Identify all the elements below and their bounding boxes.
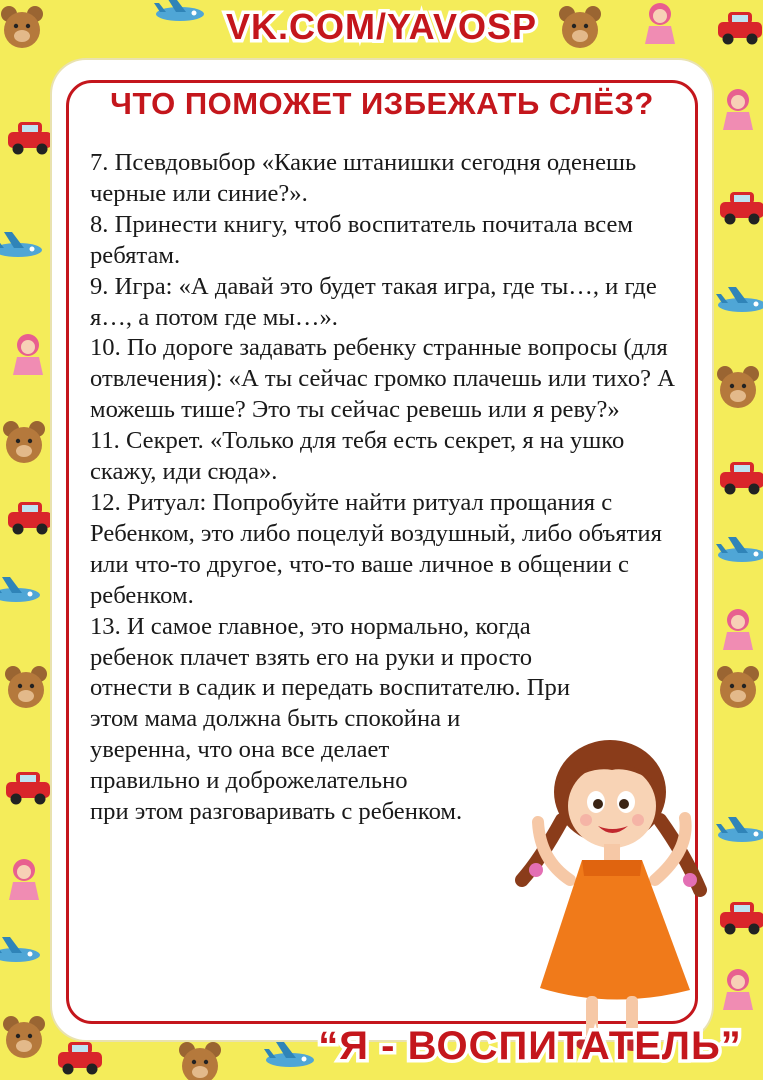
tips-list	[90, 148, 682, 828]
site-url: VK.COM/YAVOSP	[225, 6, 538, 47]
tip-line: 13. И самое главное, это нормально, когда	[90, 612, 531, 640]
tip-item: 11. Секрет. «Только для тебя есть секрет, я на ушко скажу, иди сюда».	[90, 427, 625, 486]
brand-footer: “Я - ВОСПИТАТЕЛЬ”	[318, 1024, 742, 1068]
tip-item: 12. Ритуал: Попробуйте найти ритуал прощания с Ребенком, это либо поцелуй воздушный, либо объятия или что-то другое, что-то ваше личное в общении с ребенком.	[90, 488, 662, 609]
tip-item: 9. Игра: «А давай это будет такая игра, где ты…, и где я…, а потом где мы…».	[90, 272, 657, 331]
tip-line: ребенок плачет взять его на руки и просто	[90, 643, 533, 671]
tip-item: 8. Принести книгу, чтоб воспитатель почитала всем ребятам.	[90, 210, 633, 269]
tip-item: 10. По дороге задавать ребенку странные вопросы (для отвлечения): «А ты сейчас громко плачешь или тихо? А можешь тише? Это ты сейчас ревешь или я реву?»	[90, 334, 675, 424]
girl-in-orange-dress-icon	[500, 730, 730, 1060]
tip-item: 7. Псевдовыбор «Какие штанишки сегодня оденешь черные или синие?».	[90, 149, 637, 207]
tip-line: правильно и доброжелательно	[90, 767, 408, 795]
page-title: ЧТО ПОМОЖЕТ ИЗБЕЖАТЬ СЛЁЗ?	[110, 86, 654, 121]
tip-line: при этом разговаривать с ребенком.	[90, 798, 463, 826]
tip-line: этом мама должна быть спокойна и	[90, 705, 461, 733]
tip-line: уверенна, что она все делает	[90, 736, 390, 764]
tip-line: отнести в садик и передать воспитателю. При	[90, 674, 570, 702]
